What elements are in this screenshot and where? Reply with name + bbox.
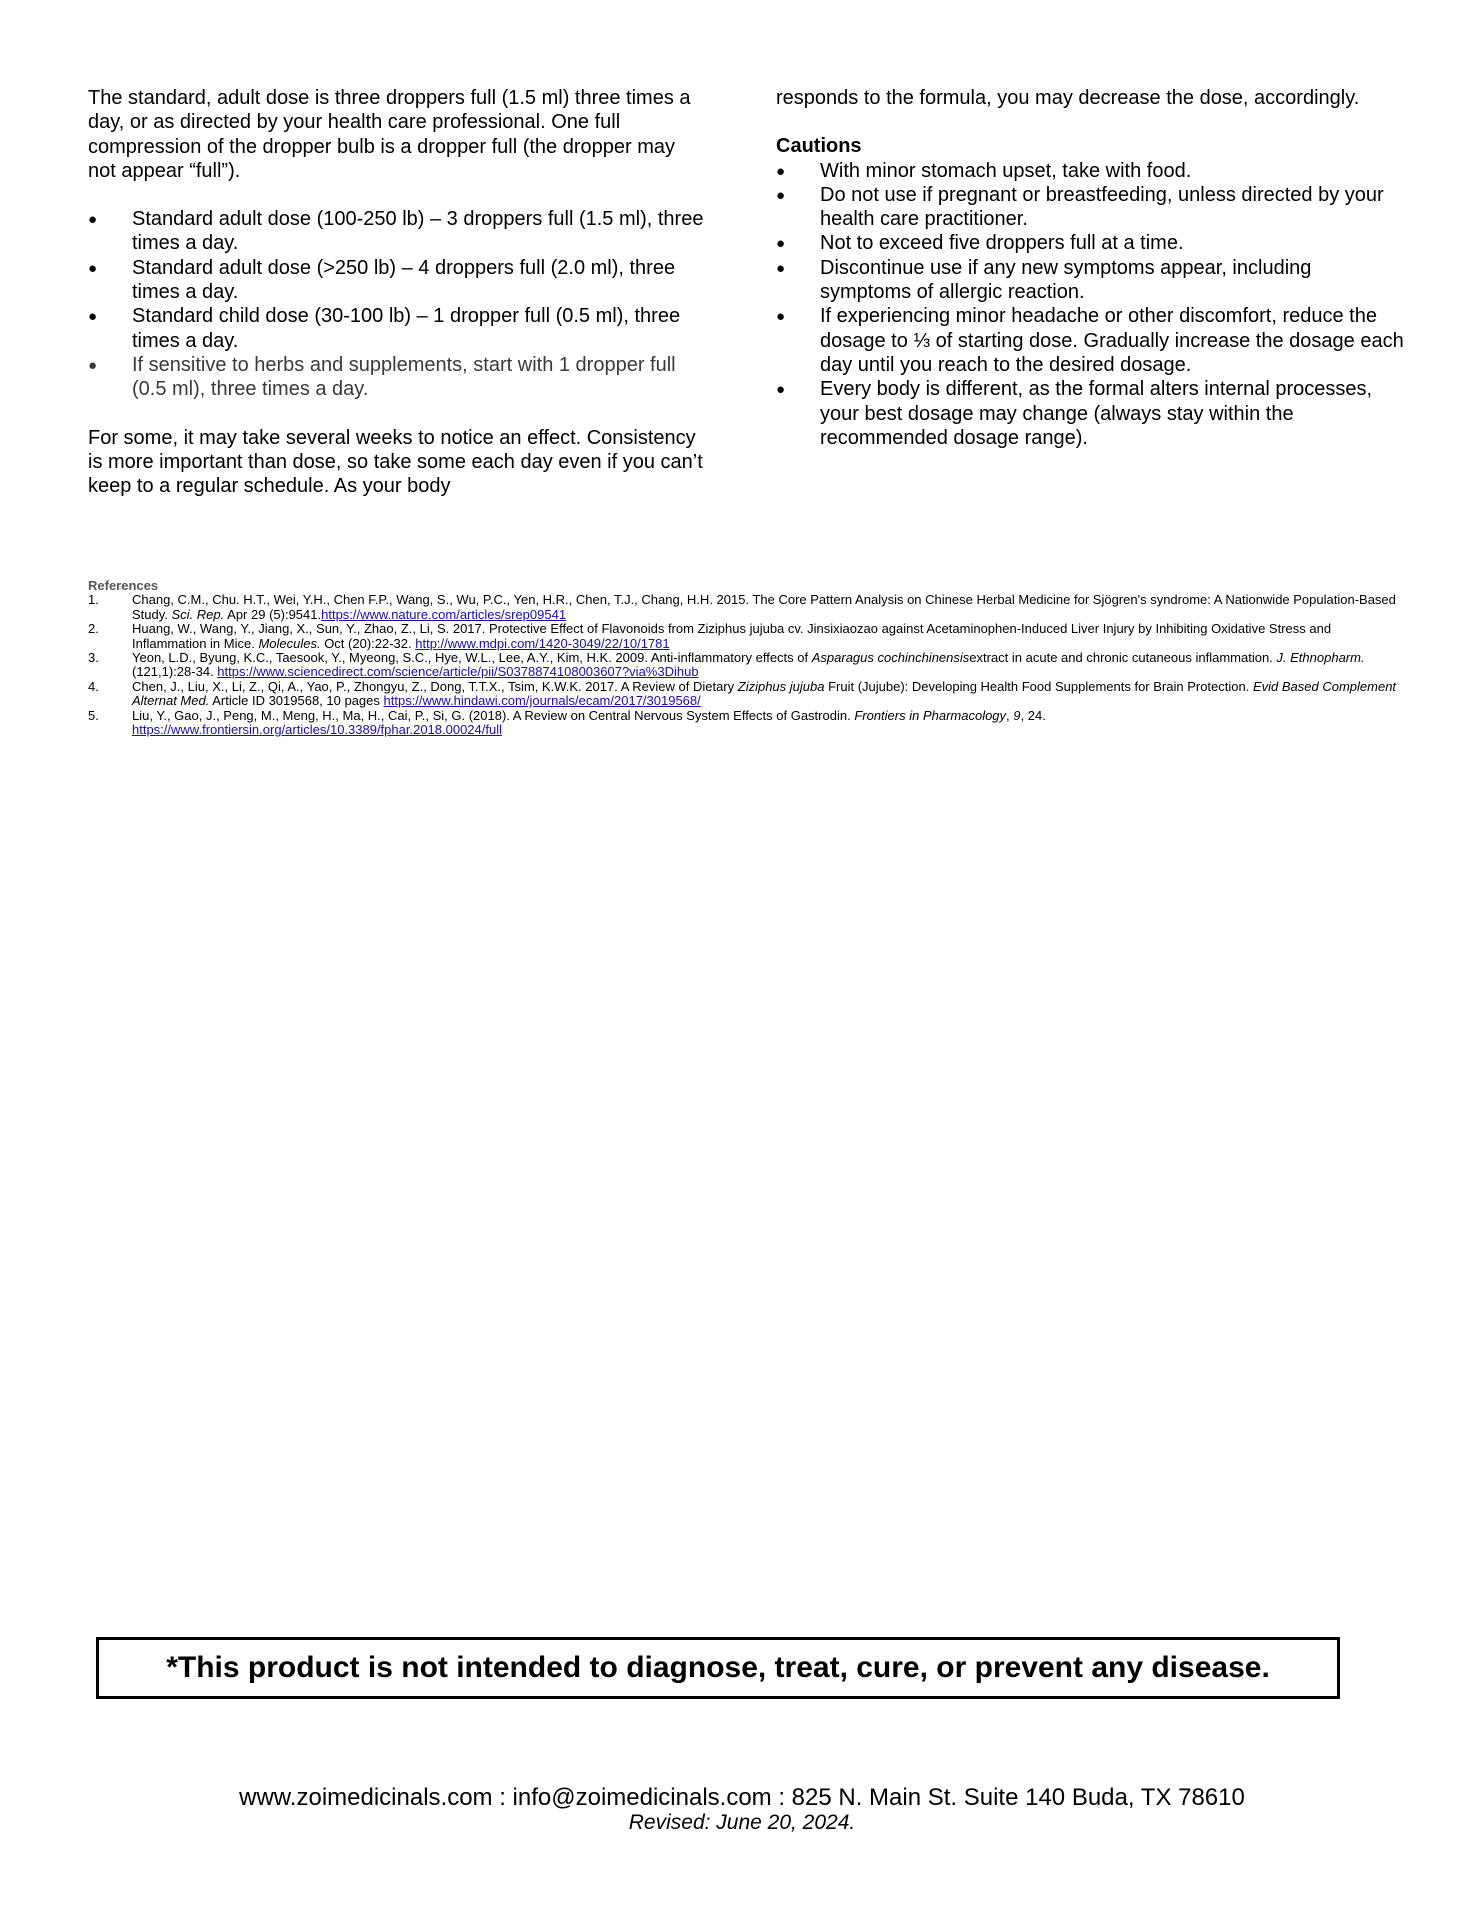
dosage-intro: The standard, adult dose is three droppers full (1.5 ml) three times a day, or as directed by your health care professional. One full compression of the dropper bulb is a dropper full (the dropper may not appear “full”).	[88, 87, 691, 182]
reference-text: ,	[1006, 707, 1014, 723]
reference-volume: 9	[1013, 707, 1021, 723]
reference-text: Fruit (Jujube): Developing Health Food Supplements for Brain Protection.	[824, 678, 1253, 694]
disclaimer-box	[96, 1637, 1340, 1699]
dosage-continuation: responds to the formula, you may decrease the dose, accordingly.	[776, 87, 1360, 109]
reference-link[interactable]: https://www.hindawi.com/journals/ecam/2017/3019568/	[383, 693, 701, 709]
list-item: ● Every body is different, as the formal alters internal processes, your best dosage may change (always stay within the recommended dosage range).	[776, 377, 1406, 450]
list-item: ● Standard child dose (30-100 lb) – 1 dropper full (0.5 ml), three times a day.	[88, 304, 708, 353]
list-item: ● Standard adult dose (100-250 lb) – 3 droppers full (1.5 ml), three times a day.	[88, 207, 708, 256]
cautions-list	[776, 159, 1406, 451]
list-item: ● If experiencing minor headache or other discomfort, reduce the dosage to ⅓ of starting dose. Gradually increase the dosage each day until you reach to the desired dosage.	[776, 304, 1406, 377]
reference-link[interactable]: https://www.nature.com/articles/srep09541	[321, 606, 567, 622]
reference-text: extract in acute and chronic cutaneous inflammation.	[969, 650, 1277, 666]
reference-text: Apr 29 (5):9541.	[224, 606, 322, 622]
reference-number: 3.	[88, 650, 99, 666]
reference-link[interactable]: https://www.frontiersin.org/articles/10.3389/fphar.2018.00024/full	[132, 722, 502, 738]
reference-journal: Molecules.	[258, 635, 321, 651]
reference-species: Ziziphus jujuba	[737, 678, 825, 694]
right-column	[776, 86, 1406, 450]
reference-link[interactable]: http://www.mdpi.com/1420-3049/22/10/1781	[415, 635, 670, 651]
references-list	[88, 593, 1398, 737]
reference-item	[88, 709, 1398, 738]
left-column	[88, 86, 708, 498]
reference-text: Liu, Y., Gao, J., Peng, M., Meng, H., Ma, H., Cai, P., Si, G. (2018). A Review on Central Nervous System Effects of Gastrodin.	[132, 707, 855, 723]
reference-link[interactable]: https://www.sciencedirect.com/science/article/pii/S0378874108003607?via%3Dihub	[217, 664, 699, 680]
reference-journal: Evid Based Complement Alternat Med.	[132, 678, 1397, 709]
reference-number: 4.	[88, 678, 99, 694]
list-item: ● With minor stomach upset, take with food.	[776, 159, 1406, 183]
reference-item	[88, 593, 1398, 622]
reference-text: Huang, W., Wang, Y., Jiang, X., Sun, Y., Zhao, Z., Li, S. 2017. Protective Effect of Flavonoids from Ziziphus jujuba cv. Jinsixiaozao against Acetaminophen-Induced Liver Injury by Inhibiting Oxidative Stress and Inflammation in Mice.	[132, 621, 1332, 651]
reference-number: 1.	[88, 592, 99, 608]
references-section	[88, 579, 1398, 737]
reference-number: 5.	[88, 707, 99, 723]
references-heading: References	[88, 578, 159, 593]
list-item: ● Not to exceed five droppers full at a time.	[776, 231, 1406, 255]
list-item: ● If sensitive to herbs and supplements, start with 1 dropper full (0.5 ml), three times a day.	[88, 353, 708, 402]
reference-species: Asparagus cochinchinensis	[811, 650, 970, 666]
reference-text: Chang, C.M., Chu. H.T., Wei, Y.H., Chen F.P., Wang, S., Wu, P.C., Yen, H.R., Chen, T.J., Chang, H.H. 2015. The Core Pattern Analysis on Chinese Herbal Medicine for Sjögren's syndrome: A Nationwide Population-Based Study.	[132, 592, 1396, 622]
dosage-closing: For some, it may take several weeks to notice an effect. Consistency is more important than dose, so take some each day even if you can’t keep to a regular schedule. As your body	[88, 426, 703, 498]
footer-revised-date: Revised: June 20, 2024.	[628, 1811, 856, 1834]
list-item: ● Do not use if pregnant or breastfeeding, unless directed by your health care practitioner.	[776, 183, 1406, 232]
disclaimer-text: *This product is not intended to diagnose, treat, cure, or prevent any disease.	[166, 1651, 1270, 1684]
cautions-heading: Cautions	[776, 135, 862, 158]
list-item: ● Standard adult dose (>250 lb) – 4 droppers full (2.0 ml), three times a day.	[88, 256, 708, 305]
reference-text: Article ID 3019568, 10 pages	[209, 693, 384, 709]
footer-contact: www.zoimedicinals.com : info@zoimedicinals.com : 825 N. Main St. Suite 140 Buda, TX 78610	[239, 1784, 1245, 1811]
reference-item	[88, 651, 1398, 680]
list-item: ● Discontinue use if any new symptoms appear, including symptoms of allergic reaction.	[776, 256, 1406, 305]
reference-item	[88, 622, 1398, 651]
reference-text: Yeon, L.D., Byung, K.C., Taesook, Y., Myeong, S.C., Hye, W.L., Lee, A.Y., Kim, H.K. 2009. Anti-inflammatory effects of	[132, 650, 812, 666]
dosing-list	[88, 207, 708, 401]
reference-journal: J. Ethnopharm.	[1276, 650, 1365, 666]
reference-journal: Frontiers in Pharmacology	[854, 707, 1007, 723]
reference-text: (121,1):28-34.	[132, 664, 218, 680]
reference-journal: Sci. Rep.	[171, 606, 225, 622]
reference-item	[88, 680, 1398, 709]
reference-text: Chen, J., Liu, X., Li, Z., Qi, A., Yao, P., Zhongyu, Z., Dong, T.T.X., Tsim, K.W.K. 2017. A Review of Dietary	[132, 678, 738, 694]
reference-text: Oct (20):22-32.	[320, 635, 416, 651]
reference-text: , 24.	[1020, 707, 1046, 723]
reference-number: 2.	[88, 621, 99, 637]
